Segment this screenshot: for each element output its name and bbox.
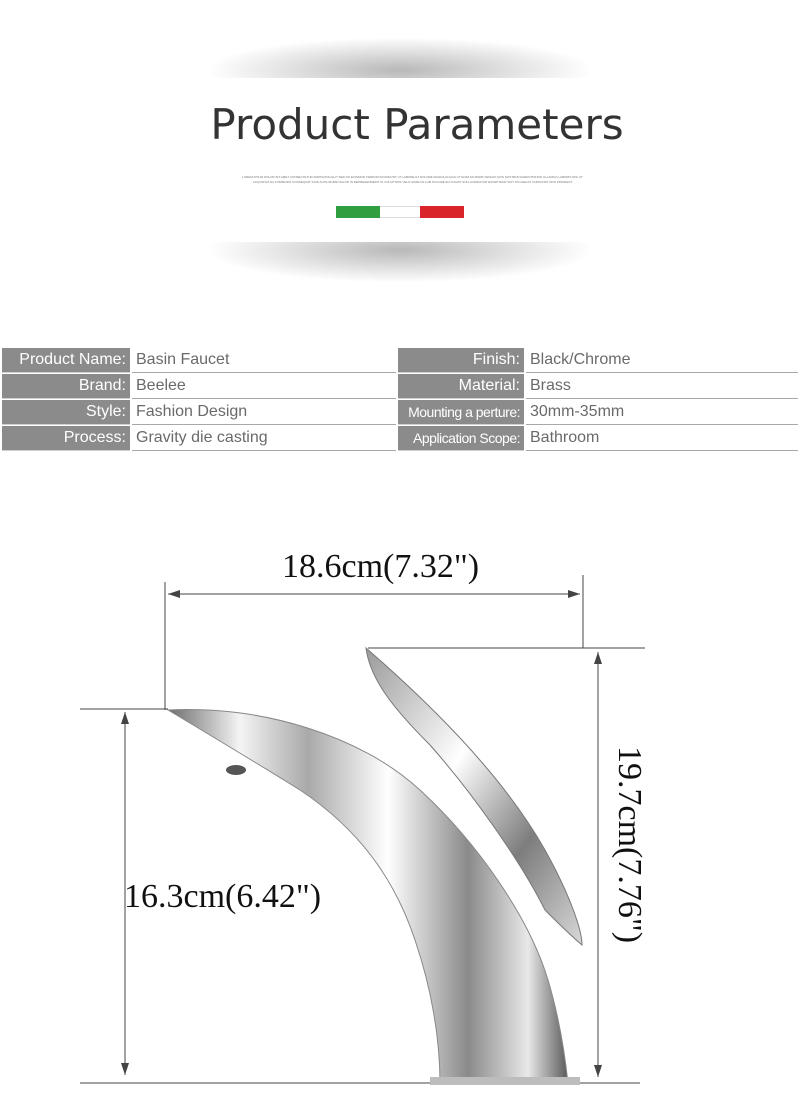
total-height-dimension-label: 19.7cm(7.76") xyxy=(611,746,648,944)
bottom-shadow-decoration xyxy=(210,242,590,282)
param-value: Brass xyxy=(526,374,798,399)
page-title: Product Parameters xyxy=(210,100,624,149)
param-label: Finish: xyxy=(398,348,524,373)
param-value: Black/Chrome xyxy=(526,348,798,373)
spout-aerator xyxy=(226,765,246,775)
param-value: Bathroom xyxy=(526,426,798,451)
faucet-illustration xyxy=(0,520,800,1105)
parameters-table xyxy=(0,347,800,452)
table-row xyxy=(2,374,798,399)
width-dimension-label: 18.6cm(7.32") xyxy=(282,548,480,585)
param-label: Application Scope: xyxy=(398,426,524,451)
spout-height-dimension-label: 16.3cm(6.42") xyxy=(124,878,322,915)
param-value: Basin Faucet xyxy=(132,348,396,373)
flag-red-stripe xyxy=(420,206,464,218)
param-value: Gravity die casting xyxy=(132,426,396,451)
flag-white-stripe xyxy=(380,206,420,218)
fine-print-text: LOREM IPSUM DOLOR SIT AMET CONSECTETUR ADIPISCING ELIT SED DO EIUSMOD TEMPOR INCIDIDUNT UT LABORE ET DOLORE MAGNA ALIQUA UT ENIM AD MINIM VENIAM QUIS NOSTRUD EXERCITATION ULLAMCO LABORIS NISI UT ALIQUIP EX EA COMMODO CONSEQUAT DUIS AUTE IRURE DOLOR IN REPREHENDERIT IN VOLUPTATE VELIT ESSE CILLUM DOLORE EU FUGIAT NULLA PARIATUR EXCEPTEUR SINT OCCAECAT CUPIDATAT NON PROIDENT xyxy=(242,175,583,184)
param-label: Product Name: xyxy=(2,348,130,373)
param-value: 30mm-35mm xyxy=(526,400,798,425)
flag-green-stripe xyxy=(336,206,380,218)
param-label: Material: xyxy=(398,374,524,399)
param-value: Beelee xyxy=(132,374,396,399)
dimension-drawing xyxy=(0,520,800,1105)
param-value: Fashion Design xyxy=(132,400,396,425)
table-row xyxy=(2,348,798,373)
top-shadow-decoration xyxy=(210,38,590,78)
param-label: Mounting a perture: xyxy=(398,400,524,425)
param-label: Process: xyxy=(2,426,130,451)
param-label: Style: xyxy=(2,400,130,425)
table-row xyxy=(2,400,798,425)
faucet-base xyxy=(430,1077,580,1085)
param-label: Brand: xyxy=(2,374,130,399)
table-row xyxy=(2,426,798,451)
header-banner xyxy=(0,0,800,300)
